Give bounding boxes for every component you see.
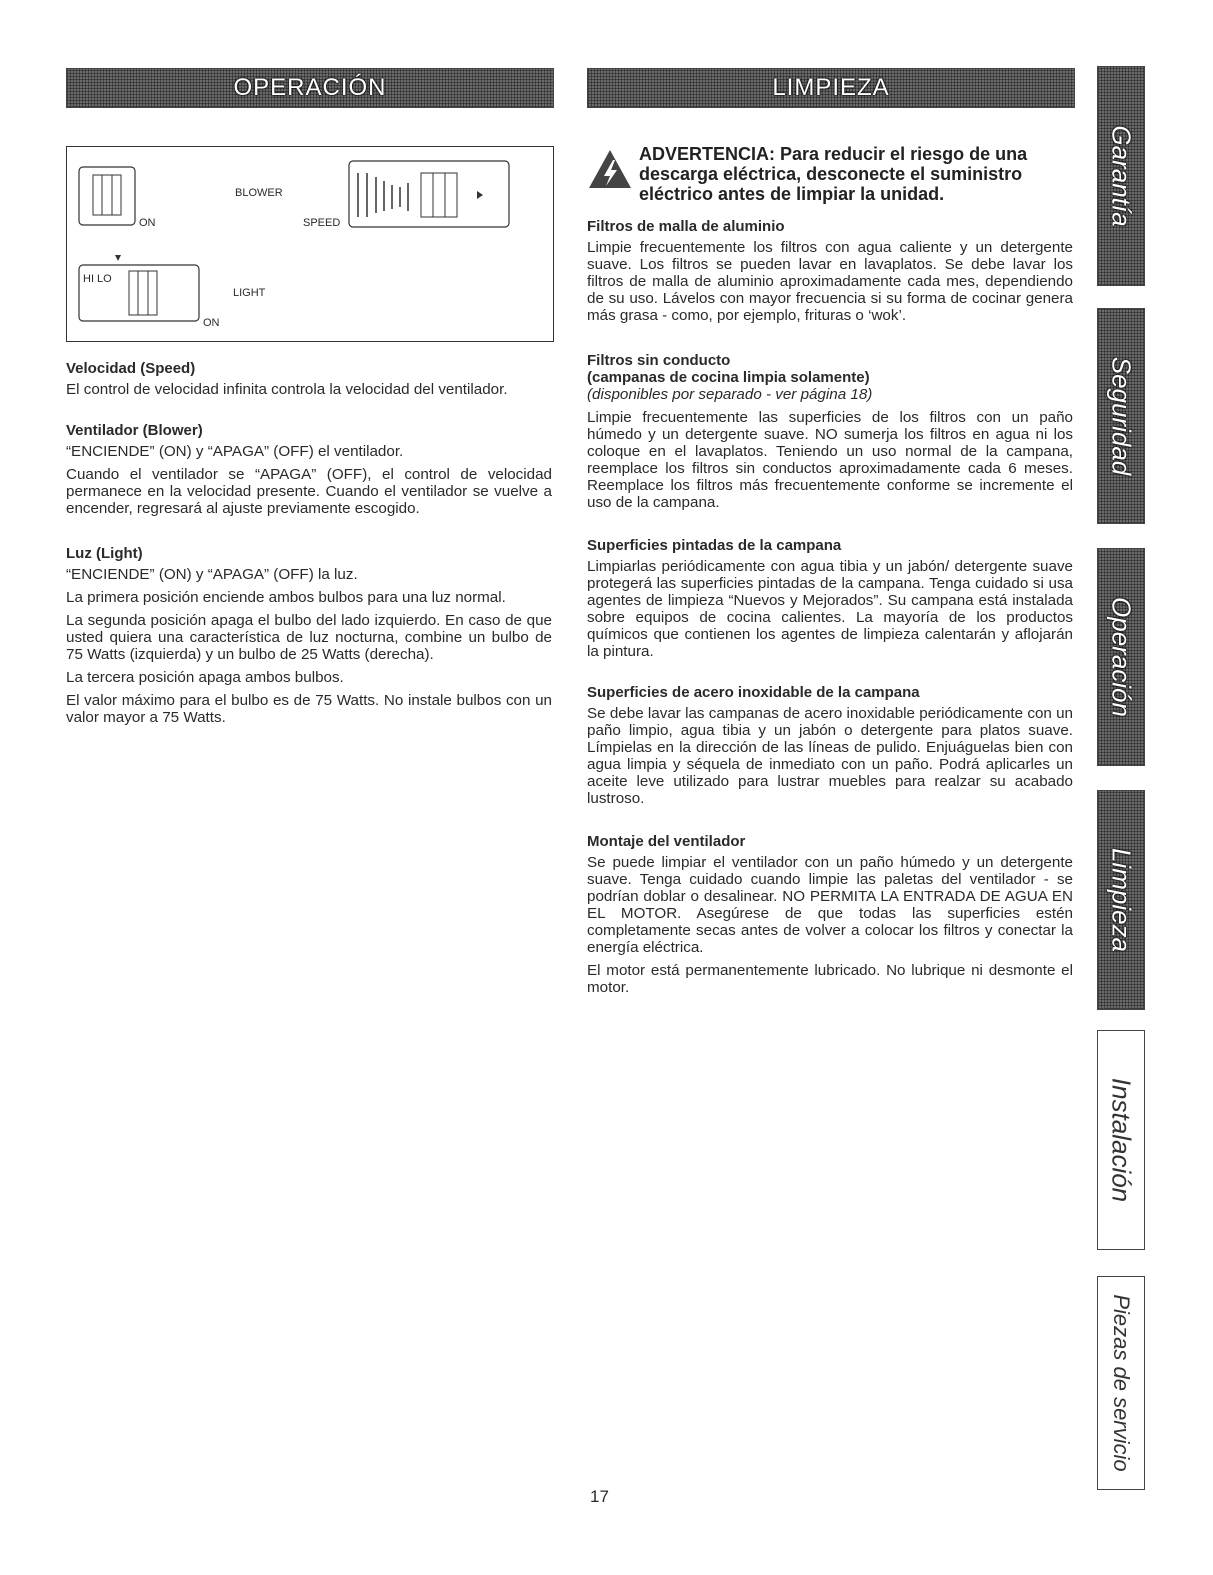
- speed-heading: Velocidad (Speed): [66, 360, 196, 377]
- tab-piezas-de-servicio-label: Piezas de servicio: [1109, 1294, 1134, 1472]
- aluminum-filters-text: Limpie frecuentemente los filtros con agua caliente y un detergente suave. Los filtros se pueden lavar en lavaplatos. Se debe lavar los filtros de malla de aluminio aproximadamente cada mes, dependiendo de su uso. Lávelos con mayor frecuencia si su forma de cocinar genera más grasa - como, por ejemplo, frituras o ‘wok’.: [587, 239, 1073, 324]
- limpieza-banner: [587, 68, 1075, 108]
- fan-assembly-text-1: Se puede limpiar el ventilador con un paño húmedo y un detergente suave. Tenga cuidado cuando limpie las paletas del ventilador - se podrían doblar o desalinear. NO PERMITA LA ENTRADA DE AGUA EN EL MOTOR. Asegúrese de que todas las superficies estén completamente secas antes de volver a colocar los filtros y conectar la energía eléctrica.: [587, 854, 1073, 956]
- tab-piezas-de-servicio[interactable]: [1097, 1276, 1145, 1490]
- blower-heading: Ventilador (Blower): [66, 422, 203, 439]
- tab-instalacion-label: Instalación: [1106, 1077, 1137, 1203]
- control-panel-diagram: [66, 146, 554, 342]
- hi-lo-label: HI LO: [83, 273, 112, 285]
- warning-block: [587, 144, 1057, 204]
- tab-garantia-label: Garantía: [1106, 125, 1137, 227]
- light-text-1: “ENCIENDE” (ON) y “APAGA” (OFF) la luz.: [66, 566, 358, 583]
- tab-limpieza-label: Limpieza: [1106, 847, 1137, 953]
- aluminum-filters-heading: Filtros de malla de aluminio: [587, 218, 785, 235]
- light-section: [66, 545, 552, 726]
- painted-surfaces-section: [587, 537, 1073, 660]
- aluminum-filters-section: [587, 218, 1073, 324]
- blower-label: BLOWER: [235, 187, 283, 199]
- blower-section: [66, 422, 552, 517]
- ductless-filters-subheading: (campanas de cocina limpia solamente): [587, 369, 870, 386]
- ductless-filters-heading: Filtros sin conducto: [587, 352, 731, 369]
- tab-instalacion[interactable]: [1097, 1030, 1145, 1250]
- light-text-2: La primera posición enciende ambos bulbos para una luz normal.: [66, 589, 506, 606]
- light-label: LIGHT: [233, 287, 266, 299]
- tab-seguridad[interactable]: [1097, 308, 1145, 524]
- stainless-surfaces-heading: Superficies de acero inoxidable de la campana: [587, 684, 920, 701]
- tab-seguridad-label: Seguridad: [1106, 356, 1137, 476]
- operacion-banner: [66, 68, 554, 108]
- fan-assembly-text-2: El motor está permanentemente lubricado. No lubrique ni desmonte el motor.: [587, 962, 1073, 996]
- warning-text: ADVERTENCIA: Para reducir el riesgo de una descarga eléctrica, desconecte el suministro eléctrico antes de limpiar la unidad.: [639, 144, 1028, 204]
- operacion-column: [66, 360, 552, 748]
- limpieza-column: [587, 218, 1073, 1018]
- speed-label: SPEED: [303, 217, 341, 229]
- speed-text: El control de velocidad infinita controla la velocidad del ventilador.: [66, 381, 508, 398]
- blower-text-1: “ENCIENDE” (ON) y “APAGA” (OFF) el ventilador.: [66, 443, 404, 460]
- limpieza-banner-title: LIMPIEZA: [772, 74, 890, 101]
- speed-section: [66, 360, 552, 398]
- operacion-banner-title: OPERACIÓN: [233, 74, 387, 101]
- ductless-filters-text: Limpie frecuentemente las superficies de los filtros con un paño húmedo y un detergente suave. NO sumerja los filtros en agua ni los coloque en el lavaplatos. Teniendo un uso normal de la campana, reemplace los filtros sin conductos aproximadamente cada 6 meses. Reemplace los filtros más frecuentemente conforme se incremente el uso de la campana.: [587, 409, 1073, 511]
- tab-garantia[interactable]: [1097, 66, 1145, 286]
- light-on-label: ON: [203, 317, 220, 329]
- light-heading: Luz (Light): [66, 545, 143, 562]
- stainless-surfaces-section: [587, 684, 1073, 807]
- ductless-filters-note: (disponibles por separado - ver página 18): [587, 386, 873, 403]
- fan-assembly-section: [587, 833, 1073, 996]
- light-text-3: La segunda posición apaga el bulbo del lado izquierdo. En caso de que usted quiera una característica de luz nocturna, combine un bulbo de 75 Watts (izquierda) y un bulbo de 25 Watts (derecha).: [66, 612, 552, 663]
- blower-text-2: Cuando el ventilador se “APAGA” (OFF), el control de velocidad permanece en la velocidad presente. Cuando el ventilador se vuelve a encender, regresará al ajuste previamente escogido.: [66, 466, 552, 517]
- electric-shock-warning-icon: [587, 148, 633, 190]
- ductless-filters-section: [587, 352, 1073, 511]
- tab-operacion-label: Operación: [1106, 597, 1137, 717]
- tab-operacion[interactable]: [1097, 548, 1145, 766]
- painted-surfaces-text: Limpiarlas periódicamente con agua tibia y un jabón/ detergente suave protegerá las superficies pintadas de la campana. Tenga cuidado si usa agentes de limpieza “Nuevos y Mejorados”. Su campana está instalada sobre equipos de cocina calientes. La mayoría de los productos químicos que contienen los agentes de limpieza calentarán y aflojarán la pintura.: [587, 558, 1073, 660]
- tab-limpieza[interactable]: [1097, 790, 1145, 1010]
- light-text-4: La tercera posición apaga ambos bulbos.: [66, 669, 344, 686]
- blower-on-label: ON: [139, 217, 156, 229]
- fan-assembly-heading: Montaje del ventilador: [587, 833, 746, 850]
- light-text-5: El valor máximo para el bulbo es de 75 Watts. No instale bulbos con un valor mayor a 75 Watts.: [66, 692, 552, 726]
- page-number: 17: [590, 1487, 609, 1506]
- stainless-surfaces-text: Se debe lavar las campanas de acero inoxidable periódicamente con un paño limpio, agua tibia y un jabón o detergente para platos suave. Límpielas en la dirección de las líneas de pulido. Enjuáguelas bien con agua limpia y séquela de inmediato con un paño. Podrá aplicarles un aceite leve utilizado para lustrar muebles para realzar su acabado lustroso.: [587, 705, 1073, 807]
- painted-surfaces-heading: Superficies pintadas de la campana: [587, 537, 842, 554]
